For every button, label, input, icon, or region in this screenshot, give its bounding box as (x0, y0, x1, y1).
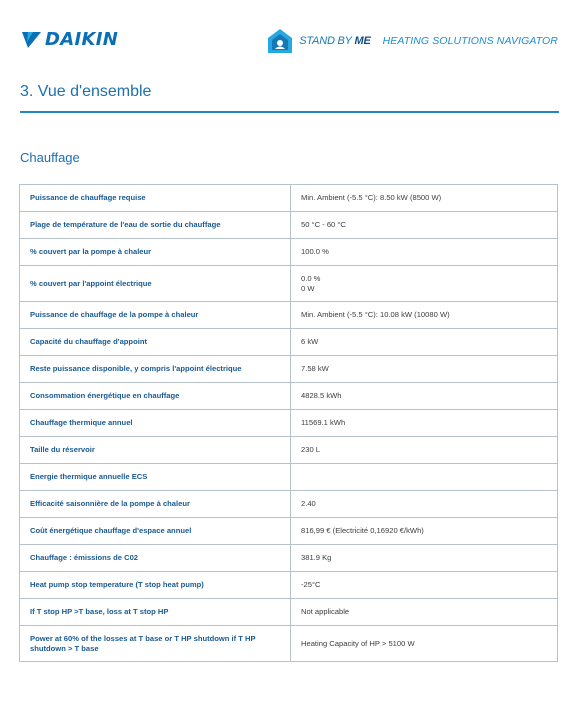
row-label: Power at 60% of the losses at T base or T HP shutdown if T HP shutdown > T base (20, 626, 291, 662)
row-value: Heating Capacity of HP > 5100 W (291, 626, 558, 662)
row-value: Not applicable (291, 599, 558, 626)
row-label: Chauffage thermique annuel (20, 410, 291, 437)
row-value (291, 464, 558, 491)
heating-overview-table (19, 184, 558, 662)
row-label: % couvert par la pompe à chaleur (20, 239, 291, 266)
table-row (20, 545, 558, 572)
table-row (20, 302, 558, 329)
daikin-wordmark: DAIKIN (45, 29, 119, 50)
row-label: Coût énergétique chauffage d'espace annuel (20, 518, 291, 545)
page-title: 3. Vue d'ensemble (20, 83, 152, 100)
standbyme-text (299, 35, 370, 47)
table-row (20, 383, 558, 410)
section-heading: Chauffage (20, 150, 80, 165)
row-value: Min. Ambient (-5.5 °C): 10.08 kW (10080 W) (291, 302, 558, 329)
row-label: Puissance de chauffage de la pompe à chaleur (20, 302, 291, 329)
row-value: 100.0 % (291, 239, 558, 266)
title-divider (20, 111, 559, 113)
row-value: 11569.1 kWh (291, 410, 558, 437)
standbyme-stand: STAND BY (299, 35, 352, 47)
table-row (20, 410, 558, 437)
row-value (291, 266, 558, 302)
standbyme-brand (267, 28, 558, 54)
row-value: 2.40 (291, 491, 558, 518)
row-label: Capacité du chauffage d'appoint (20, 329, 291, 356)
table-row (20, 239, 558, 266)
table-row (20, 437, 558, 464)
table-row (20, 464, 558, 491)
row-value: Min. Ambient (-5.5 °C): 8.50 kW (8500 W) (291, 185, 558, 212)
row-label: Heat pump stop temperature (T stop heat pump) (20, 572, 291, 599)
standbyme-me: ME (354, 35, 371, 47)
row-value: 4828.5 kWh (291, 383, 558, 410)
row-label: If T stop HP >T base, loss at T stop HP (20, 599, 291, 626)
row-label: Consommation énergétique en chauffage (20, 383, 291, 410)
daikin-logo (20, 30, 118, 50)
table-row (20, 572, 558, 599)
table-row (20, 491, 558, 518)
table-row (20, 626, 558, 662)
house-icon (267, 28, 293, 54)
row-label: Energie thermique annuelle ECS (20, 464, 291, 491)
table-row (20, 266, 558, 302)
row-label: Efficacité saisonnière de la pompe à chaleur (20, 491, 291, 518)
table-row (20, 185, 558, 212)
table-row (20, 599, 558, 626)
row-value-line: 0.0 % (301, 273, 321, 283)
row-value: 6 kW (291, 329, 558, 356)
table-row (20, 356, 558, 383)
row-label: Puissance de chauffage requise (20, 185, 291, 212)
row-value: -25°C (291, 572, 558, 599)
row-value: 7.58 kW (291, 356, 558, 383)
row-label: Plage de température de l'eau de sortie du chauffage (20, 212, 291, 239)
row-label: % couvert par l'appoint électrique (20, 266, 291, 302)
row-value: 50 °C - 60 °C (291, 212, 558, 239)
row-value: 381.9 Kg (291, 545, 558, 572)
navigator-text: HEATING SOLUTIONS NAVIGATOR (382, 35, 558, 47)
table-row (20, 212, 558, 239)
table-row (20, 329, 558, 356)
row-label: Taille du réservoir (20, 437, 291, 464)
daikin-triangle-icon (20, 31, 42, 49)
page-header (0, 0, 580, 80)
row-value-line: 0 W (301, 283, 315, 293)
table-row (20, 518, 558, 545)
row-label: Chauffage : émissions de C02 (20, 545, 291, 572)
row-value: 230 L (291, 437, 558, 464)
row-value: 816,99 € (Electricité 0,16920 €/kWh) (291, 518, 558, 545)
row-label: Reste puissance disponible, y compris l'appoint électrique (20, 356, 291, 383)
